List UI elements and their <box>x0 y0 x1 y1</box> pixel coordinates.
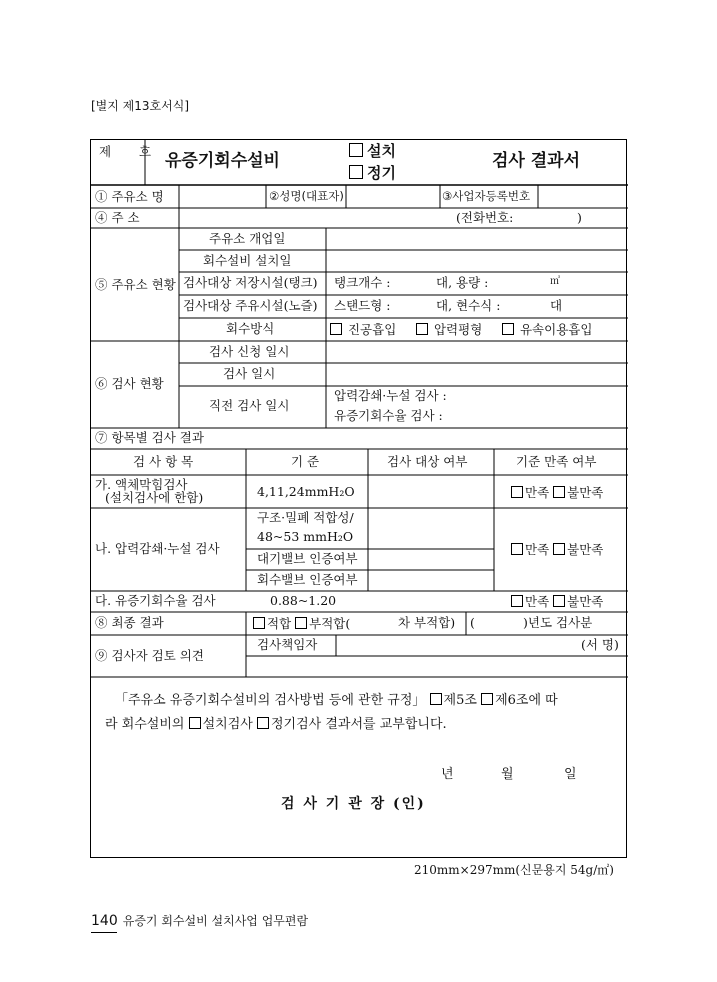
prev-recovery-test: 유증기회수율 검사 : <box>334 408 443 423</box>
standard-liquid-block: 4,11,24mmH₂O <box>257 484 355 499</box>
satisfy-ga[interactable]: 만족 불만족 <box>511 486 603 500</box>
serial-number-label: 제 호 <box>99 144 164 159</box>
inspection-date-label: 검사 일시 <box>223 366 276 381</box>
satisfy-ga-checkbox[interactable] <box>511 486 523 498</box>
option-regular[interactable]: 정기 <box>349 165 396 181</box>
station-name-label: ① 주유소 명 <box>95 189 164 204</box>
unsatisfy-na-checkbox[interactable] <box>553 543 565 555</box>
final-result-label: ⑧ 최종 결과 <box>95 615 164 630</box>
station-status-label: ⑤ 주유소 현황 <box>95 277 176 292</box>
signature-label: (서 명) <box>581 637 619 652</box>
page-footer <box>91 912 308 929</box>
vacuum-checkbox[interactable] <box>330 323 342 335</box>
standard-structure: 구조·밀폐 적합성/ <box>257 510 354 525</box>
install-checkbox[interactable] <box>349 143 363 157</box>
phone-close: ) <box>577 210 582 225</box>
standard-recovery-valve: 회수밸브 인증여부 <box>257 572 358 587</box>
storage-facility-label: 검사대상 저장시설(탱크) <box>183 275 318 290</box>
method-pressure[interactable]: 압력평형 <box>416 323 482 337</box>
standard-recovery-rate: 0.88~1.20 <box>270 593 337 608</box>
review-label: ⑨ 검사자 검토 의견 <box>95 648 204 663</box>
phone-label: (전화번호: <box>456 210 514 225</box>
representative-label: ②성명(대표자) <box>269 189 344 203</box>
final-pass[interactable]: 적합 부적합( <box>253 617 350 631</box>
method-velocity[interactable]: 유속이용흡입 <box>502 323 592 337</box>
article5-checkbox[interactable] <box>430 693 442 705</box>
year-open: ( <box>470 615 475 630</box>
paper-spec-note: 210mm×297mm(신문용지 54g/㎡) <box>414 863 614 877</box>
tank-volume-unit: ㎥ <box>550 276 560 287</box>
form-title-tail: 검사 결과서 <box>492 151 581 171</box>
col-header-satisfy: 기준 만족 여부 <box>516 454 597 469</box>
option-install[interactable]: 설치 <box>349 143 396 159</box>
inspection-status-label: ⑥ 검사 현황 <box>95 376 164 391</box>
form-number-label: [별지 제13호서식] <box>91 99 189 113</box>
col-header-standard: 기 준 <box>291 454 320 469</box>
pressure-checkbox[interactable] <box>416 323 428 335</box>
business-number-label: ③사업자등록번호 <box>442 189 531 203</box>
request-date-label: 검사 신청 일시 <box>209 344 290 359</box>
issuer-signature: 검 사 기 관 장 (인) <box>281 796 426 812</box>
prev-pressure-test: 압력감쇄·누설 검사 : <box>334 388 447 403</box>
fail-checkbox[interactable] <box>295 617 307 629</box>
previous-date-label: 직전 검사 일시 <box>209 398 290 413</box>
hanging-unit-label: 대 <box>550 298 563 313</box>
book-title: 유증기 회수설비 설치사업 업무편람 <box>122 914 309 928</box>
results-title: ⑦ 항목별 검사 결과 <box>95 430 204 445</box>
recovery-method-label: 회수방식 <box>226 321 275 336</box>
unsatisfy-da-checkbox[interactable] <box>553 595 565 607</box>
pass-checkbox[interactable] <box>253 617 265 629</box>
regular-check-checkbox[interactable] <box>257 717 269 729</box>
satisfy-na-checkbox[interactable] <box>511 543 523 555</box>
address-label: ④ 주 소 <box>95 210 140 225</box>
regular-checkbox[interactable] <box>349 165 363 179</box>
tank-count-label: 탱크개수 : <box>334 275 391 290</box>
item-liquid-block-note: (설치검사에 한함) <box>105 490 204 505</box>
method-vacuum[interactable]: 진공흡입 <box>330 323 396 337</box>
item-liquid-block: 가. 액체막힘검사 <box>95 477 188 492</box>
install-date-label: 회수설비 설치일 <box>203 253 292 268</box>
footer-rule <box>91 932 117 933</box>
statement-line-1: 「주유소 유증기회수설비의 검사방법 등에 관한 규정」 제5조 제6조에 따 <box>115 693 558 708</box>
statement-line-2: 라 회수설비의 설치검사 정기검사 결과서를 교부합니다. <box>105 717 447 732</box>
item-recovery-rate: 다. 유증기회수율 검사 <box>95 593 216 608</box>
velocity-checkbox[interactable] <box>502 323 514 335</box>
open-date-label: 주유소 개업일 <box>209 231 286 246</box>
stand-unit-label: 대, 현수식 : <box>436 298 501 313</box>
inspection-result-form <box>90 139 627 858</box>
tank-unit-label: 대, 용량 : <box>436 275 489 290</box>
page-number: 140 <box>91 913 118 929</box>
col-header-item: 검 사 항 목 <box>133 454 194 469</box>
install-check-checkbox[interactable] <box>189 717 201 729</box>
item-pressure-leak: 나. 압력감쇄·누설 검사 <box>95 541 220 556</box>
standard-atm-valve: 대기밸브 인증여부 <box>257 551 358 566</box>
stand-type-label: 스탠드형 : <box>334 298 391 313</box>
dispenser-facility-label: 검사대상 주유시설(노즐) <box>183 298 318 313</box>
date-year: 년 <box>441 767 454 782</box>
form-title-main: 유증기회수설비 <box>165 151 280 171</box>
satisfy-da-checkbox[interactable] <box>511 595 523 607</box>
final-fail-count: 차 부적합) <box>398 615 456 630</box>
date-day: 일 <box>564 767 577 782</box>
unsatisfy-ga-checkbox[interactable] <box>553 486 565 498</box>
inspector-label: 검사책임자 <box>257 637 318 652</box>
article6-checkbox[interactable] <box>481 693 493 705</box>
date-month: 월 <box>501 767 514 782</box>
col-header-target: 검사 대상 여부 <box>387 454 468 469</box>
satisfy-da[interactable]: 만족 불만족 <box>511 595 603 609</box>
satisfy-na[interactable]: 만족 불만족 <box>511 543 603 557</box>
standard-pressure-range: 48~53 mmH₂O <box>257 529 354 544</box>
year-label: )년도 검사분 <box>523 615 593 630</box>
